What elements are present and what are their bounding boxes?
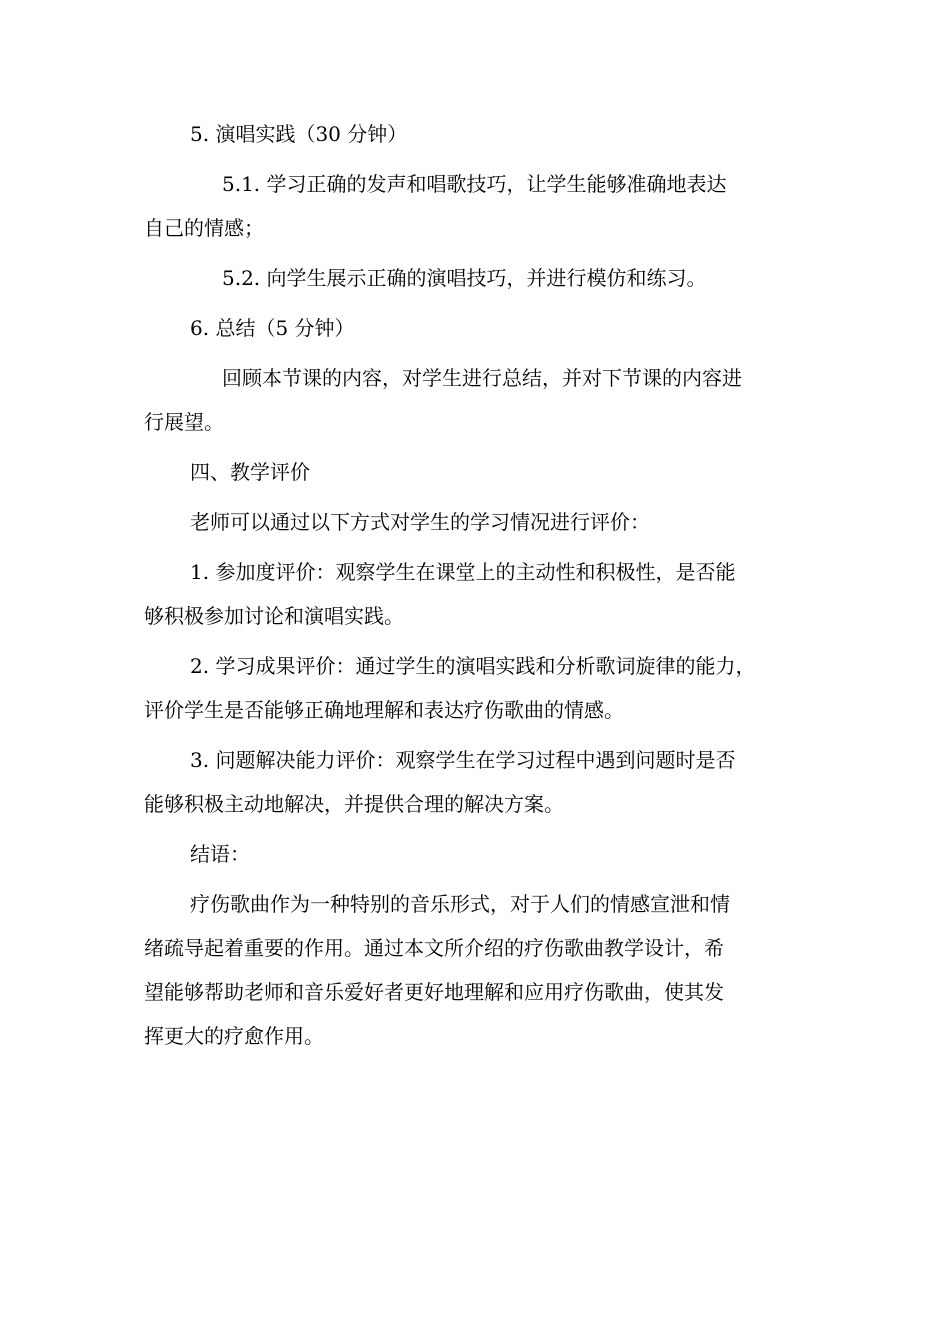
evaluation-item-3-line-1: 3. 问题解决能力评价：观察学生在学习过程中遇到问题时是否 xyxy=(190,748,736,772)
subitem-5-1-line-1: 5.1. 学习正确的发声和唱歌技巧，让学生能够准确地表达 xyxy=(222,172,727,196)
summary-paragraph-line-2: 行展望。 xyxy=(144,410,224,434)
conclusion-paragraph-line-4: 挥更大的疗愈作用。 xyxy=(144,1024,324,1048)
section-heading-conclusion: 结语： xyxy=(190,842,250,866)
evaluation-item-1-line-2: 够积极参加讨论和演唱实践。 xyxy=(144,604,404,628)
evaluation-item-2-line-2: 评价学生是否能够正确地理解和表达疗伤歌曲的情感。 xyxy=(144,698,624,722)
evaluation-item-3-line-2: 能够积极主动地解决，并提供合理的解决方案。 xyxy=(144,792,564,816)
document-body xyxy=(144,112,809,1058)
section-heading-summary: 6. 总结（5 分钟） xyxy=(190,316,355,340)
section-heading-evaluation: 四、教学评价 xyxy=(190,460,310,484)
conclusion-paragraph-line-3: 望能够帮助老师和音乐爱好者更好地理解和应用疗伤歌曲，使其发 xyxy=(144,980,724,1004)
evaluation-intro: 老师可以通过以下方式对学生的学习情况进行评价： xyxy=(190,510,650,534)
section-heading-singing-practice: 5. 演唱实践（30 分钟） xyxy=(190,122,408,146)
conclusion-paragraph-line-1: 疗伤歌曲作为一种特别的音乐形式，对于人们的情感宣泄和情 xyxy=(190,892,730,916)
summary-paragraph-line-1: 回顾本节课的内容，对学生进行总结，并对下节课的内容进 xyxy=(222,366,742,390)
subitem-5-1-line-2: 自己的情感； xyxy=(144,216,264,240)
evaluation-item-1-line-1: 1. 参加度评价：观察学生在课堂上的主动性和积极性，是否能 xyxy=(190,560,736,584)
evaluation-item-2-line-1: 2. 学习成果评价：通过学生的演唱实践和分析歌词旋律的能力， xyxy=(190,654,756,678)
subitem-5-2: 5.2. 向学生展示正确的演唱技巧，并进行模仿和练习。 xyxy=(222,266,707,290)
conclusion-paragraph-line-2: 绪疏导起着重要的作用。通过本文所介绍的疗伤歌曲教学设计，希 xyxy=(144,936,724,960)
